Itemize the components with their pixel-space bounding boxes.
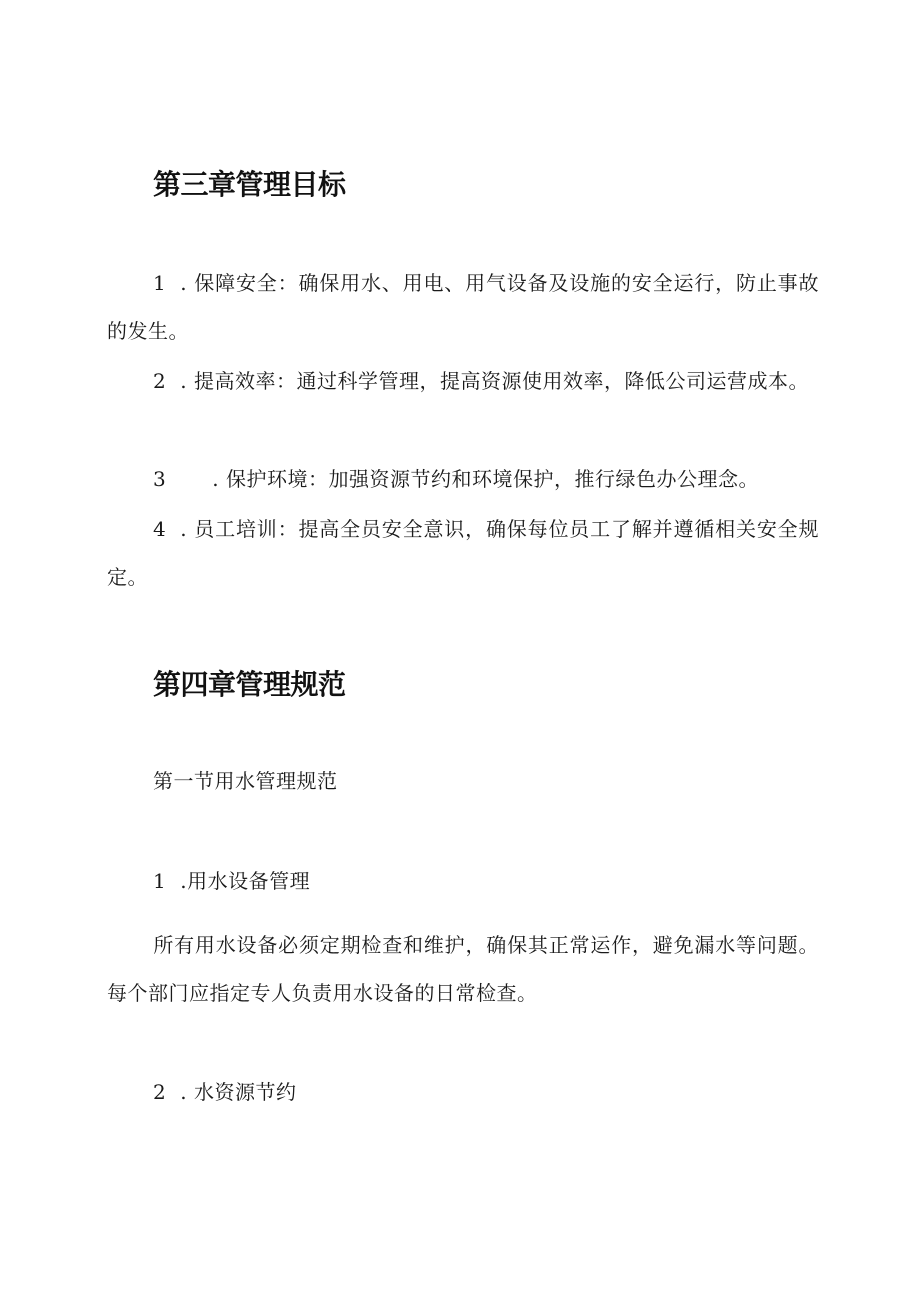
subsection-1-heading [153,866,310,896]
goal-item-1-text: . 保障安全：确保用水、用电、用气设备及设施的安全运行，防止事故的发生。 [107,271,819,343]
goal-item-1 [107,259,819,355]
chapter-4-title: 第四章管理规范 [153,668,346,701]
goal-item-2-text: . 提高效率：通过科学管理，提高资源使用效率，降低公司运营成本。 [180,369,809,393]
subsection-2-number: 2 [153,1080,167,1104]
goal-item-2 [107,357,819,405]
section-1-title: 第一节用水管理规范 [153,769,338,793]
chapter-3-title: 第三章管理目标 [153,168,346,201]
subsection-2-title: . 水资源节约 [180,1080,297,1104]
subsection-1-body [107,921,819,1017]
subsection-1-number: 1 [153,869,167,893]
goal-item-3-text: . 保护环境：加强资源节约和环境保护，推行绿色办公理念。 [212,467,759,491]
goal-item-4-text: . 员工培训：提高全员安全意识，确保每位员工了解并遵循相关安全规定。 [107,517,819,589]
subsection-1-title: .用水设备管理 [180,869,311,893]
goal-item-4-number: 4 [153,517,167,541]
goal-item-3-number: 3 [153,467,167,491]
subsection-2-heading [153,1077,296,1107]
subsection-1-body-text: 所有用水设备必须定期检查和维护，确保其正常运作，避免漏水等问题。每个部门应指定专人负责用水设备的日常检查。 [107,933,819,1005]
goal-item-3 [107,455,819,503]
goal-item-4 [107,505,819,601]
goal-item-1-number: 1 [153,271,167,295]
goal-item-2-number: 2 [153,369,167,393]
